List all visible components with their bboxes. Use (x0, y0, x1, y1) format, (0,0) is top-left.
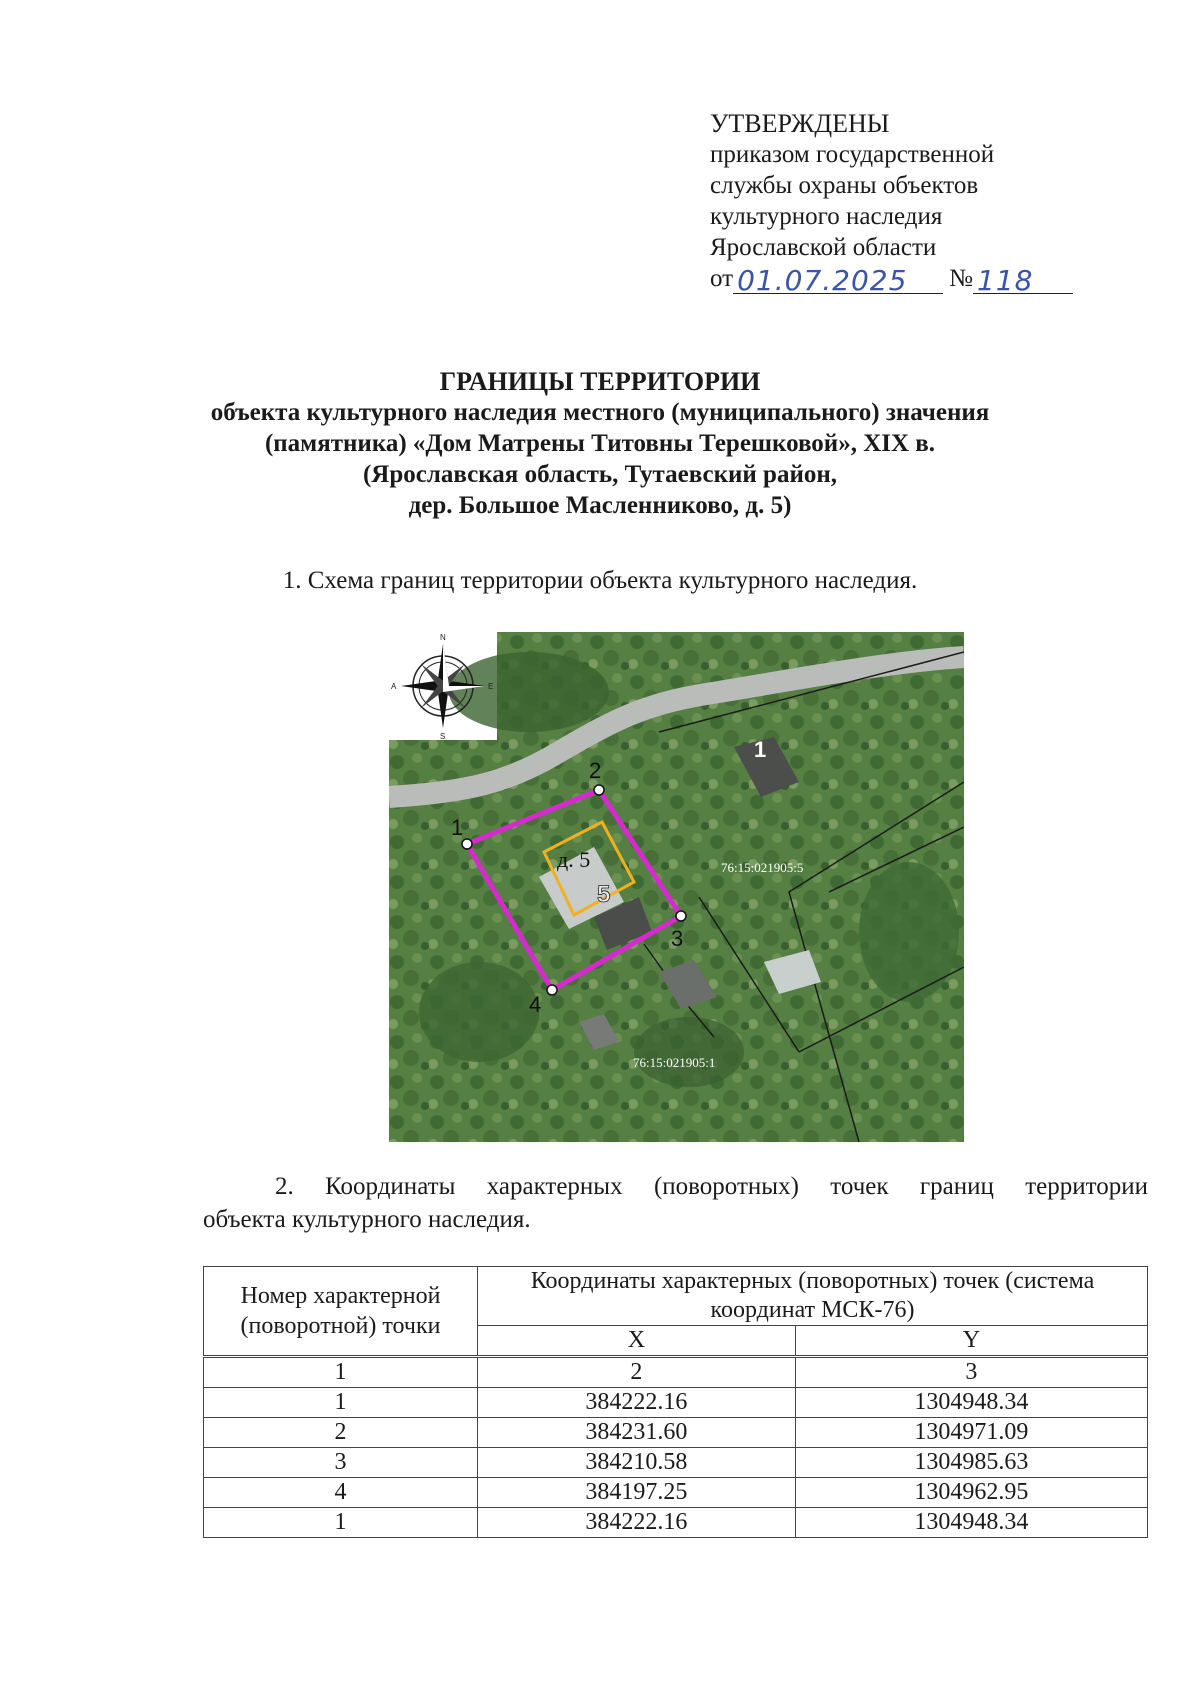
map-svg (389, 632, 964, 1142)
title-main: ГРАНИЦЫ ТЕРРИТОРИИ (439, 367, 761, 396)
approval-line: Ярославской области (710, 234, 937, 261)
boundary-map (389, 632, 964, 1142)
point-cell: 1 (204, 1388, 478, 1418)
table-row (204, 1448, 1148, 1478)
col-point-number-header: Номер характерной (поворотной) точки (204, 1267, 478, 1357)
number-prefix: № (949, 265, 973, 292)
approval-date-number (710, 263, 1110, 297)
approval-line: приказом государственной (710, 141, 995, 168)
y-cell: 1304948.34 (795, 1508, 1147, 1538)
approval-line: службы охраны объектов (710, 172, 979, 199)
section2-line1: 2. Координаты характерных (поворотных) точек границ территории (275, 1173, 1148, 1200)
y-cell: 1304948.34 (795, 1388, 1147, 1418)
tree-cluster (859, 862, 959, 1002)
compass-east: E (488, 682, 494, 691)
y-cell: 1304962.95 (795, 1478, 1147, 1508)
point-label: 4 (529, 992, 542, 1017)
date-field (733, 264, 943, 297)
y-cell: 1304971.09 (795, 1418, 1147, 1448)
parcel-label: 76:15:021905:5 (721, 860, 804, 875)
table-row (204, 1388, 1148, 1418)
handwritten-date: 01.07.2025 (737, 264, 908, 297)
compass-south: S (440, 732, 446, 741)
section2-line2: объекта культурного наследия. (203, 1206, 531, 1233)
neighbor-number: 1 (754, 737, 767, 762)
approval-line: культурного наследия (710, 203, 943, 230)
col-coords-header: Координаты характерных (поворотных) точек (система координат МСК-76) (478, 1267, 1148, 1326)
numbering-cell: 1 (204, 1357, 478, 1388)
boundary-point-marker (676, 911, 686, 921)
point-cell: 1 (204, 1508, 478, 1538)
parcel-label: 76:15:021905:1 (633, 1055, 716, 1070)
document-title (150, 366, 1050, 521)
point-label: 1 (451, 815, 464, 840)
house-label: д. 5 (557, 847, 591, 872)
boundary-point-marker (547, 985, 557, 995)
y-cell: 1304985.63 (795, 1448, 1147, 1478)
tree-cluster (419, 962, 542, 1062)
x-cell: 384210.58 (478, 1448, 796, 1478)
approval-block (710, 108, 1110, 297)
section2-caption (203, 1170, 1148, 1236)
table-numbering-row (204, 1357, 1148, 1388)
approval-heading: УТВЕРЖДЕНЫ (710, 109, 890, 138)
x-cell: 384222.16 (478, 1388, 796, 1418)
table-row (204, 1418, 1148, 1448)
title-line: объекта культурного наследия местного (муниципального) значения (210, 399, 990, 426)
title-line: (памятника) «Дом Матрены Титовны Терешковой», XIX в. (264, 430, 936, 457)
date-prefix: от (710, 265, 734, 292)
table-row (204, 1478, 1148, 1508)
handwritten-number: 118 (976, 264, 1034, 297)
point-cell: 2 (204, 1418, 478, 1448)
table-row (204, 1508, 1148, 1538)
tree-cluster (634, 1017, 744, 1087)
point-cell: 4 (204, 1478, 478, 1508)
numbering-cell: 3 (795, 1357, 1147, 1388)
point-cell: 3 (204, 1448, 478, 1478)
x-cell: 384231.60 (478, 1418, 796, 1448)
boundary-point-marker (594, 785, 604, 795)
numbering-cell: 2 (478, 1357, 796, 1388)
compass-north: N (440, 633, 446, 642)
boundary-point-marker (462, 839, 472, 849)
section1-caption: 1. Схема границ территории объекта культурного наследия. (282, 567, 918, 594)
compass-west: A (391, 682, 397, 691)
x-cell: 384222.16 (478, 1508, 796, 1538)
title-line: (Ярославская область, Тутаевский район, (362, 461, 838, 488)
point-label: 3 (671, 926, 684, 951)
col-y-header: Y (795, 1326, 1147, 1357)
coordinates-table (203, 1266, 1148, 1538)
col-x-header: X (478, 1326, 796, 1357)
x-cell: 384197.25 (478, 1478, 796, 1508)
house-number: 5 (597, 881, 611, 908)
number-field (973, 264, 1073, 297)
point-label: 2 (589, 758, 602, 783)
title-line: дер. Большое Масленниково, д. 5) (408, 492, 792, 519)
